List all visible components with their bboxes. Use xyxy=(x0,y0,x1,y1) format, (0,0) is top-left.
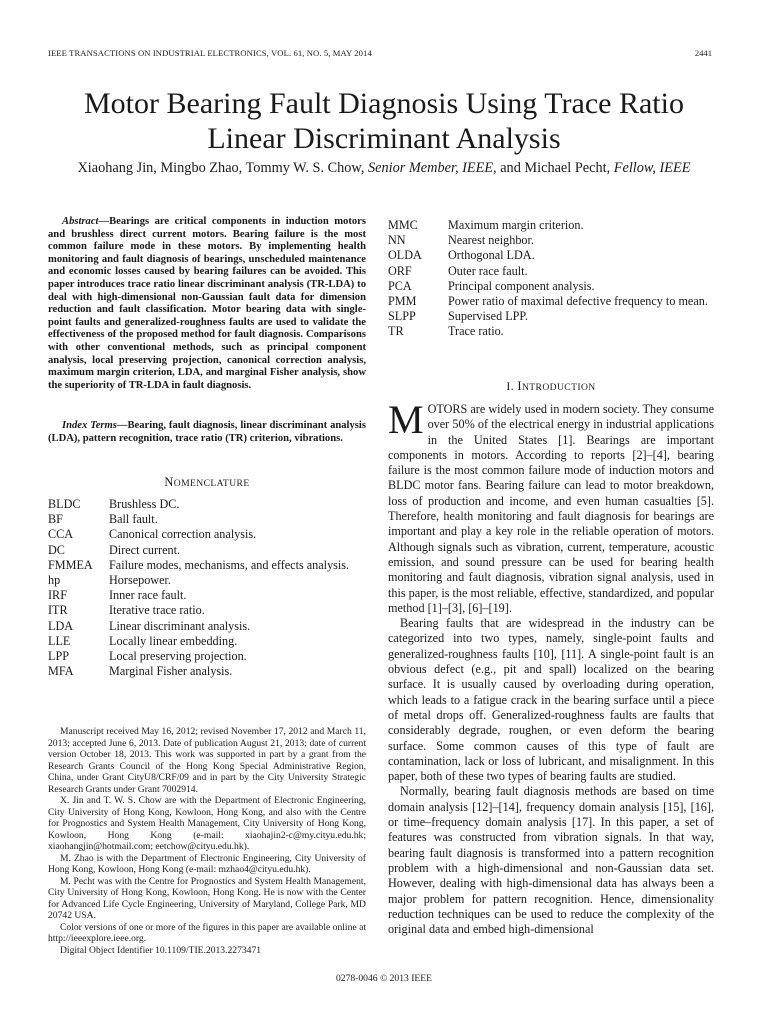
nomenclature-abbr: LDA xyxy=(48,618,74,633)
nomenclature-def: Marginal Fisher analysis. xyxy=(109,664,233,679)
intro-section-number: I. xyxy=(506,379,518,393)
nomenclature-def: Maximum margin criterion. xyxy=(448,218,584,232)
nomenclature-abbr: PMM xyxy=(388,294,417,309)
paper-title xyxy=(20,86,748,156)
nomenclature-entry xyxy=(388,248,714,263)
nomenclature-abbr: CCA xyxy=(48,527,74,542)
nomenclature-entry xyxy=(48,649,366,664)
nomenclature-def: Trace ratio. xyxy=(448,324,504,339)
nomenclature-def: Outer race fault. xyxy=(448,263,528,278)
nomenclature-entry xyxy=(48,512,366,527)
index-terms-label: Index Terms xyxy=(62,420,117,431)
nomenclature-entry xyxy=(48,573,366,588)
intro-paragraph-3: Normally, bearing fault diagnosis methods are based on time domain analysis [12]–[14], frequency domain analysis [15], [16], or time–frequency domain analysis [17]. In this paper, a set of features was constructed from vibration signals. In that way, bearing fault diagnosis is transformed into a pattern recognition problem with a high-dimensional and non-Gaussian data set. However, dealing with high-dimensional data has always been a major problem for pattern recognition. Hence, dimensionality reduction techniques can be used to reduce the complexity of the original data and embed high-dimensional xyxy=(388,784,714,937)
nomenclature-def: Brushless DC. xyxy=(109,497,180,511)
nomenclature-def: Orthogonal LDA. xyxy=(448,248,535,263)
intro-rest: NTRODUCTION xyxy=(521,382,596,393)
abstract-label: Abstract xyxy=(62,216,99,227)
footnotes xyxy=(48,726,366,956)
chow-membership: Senior Member, IEEE xyxy=(367,160,494,176)
nomenclature-list-right xyxy=(388,218,714,340)
introduction-heading xyxy=(388,379,714,394)
pecht-membership: Fellow, IEEE xyxy=(613,160,691,176)
nomenclature-rest: OMENCLATURE xyxy=(173,478,250,489)
page-number: 2441 xyxy=(694,48,712,58)
index-terms-text: —Bearing, fault diagnosis, linear discriminant analysis (LDA), pattern recognition, trace ratio (TR) criterion, vibrations. xyxy=(48,420,366,444)
nomenclature-def: Canonical correction analysis. xyxy=(109,527,257,542)
nomenclature-def: Failure modes, mechanisms, and effects analysis. xyxy=(109,557,350,572)
nomenclature-abbr: BLDC xyxy=(48,497,81,511)
footnote-manuscript: Manuscript received May 16, 2012; revised November 17, 2012 and March 11, 2013; accepted June 6, 2013. Date of publication August 21, 2013; date of current version October 18, 2013. This work was supported in part by a grant from the Research Grants Council of the Hong Kong Special Administrative Region, China, under Grant CityU8/CRF/09 and in part by the City University Strategic Research Grants under Grant 7002914. xyxy=(48,726,366,795)
nomenclature-abbr: LPP xyxy=(48,649,70,664)
nomenclature-def: Direct current. xyxy=(109,542,181,557)
nomenclature-abbr: NN xyxy=(388,233,406,248)
nomenclature-abbr: DC xyxy=(48,542,65,557)
nomenclature-def: Supervised LPP. xyxy=(448,309,528,324)
nomenclature-abbr: hp xyxy=(48,573,61,588)
nomenclature-entry xyxy=(388,264,714,279)
intro-paragraph-2: Bearing faults that are widespread in the industry can be categorized into two types, namely, single-point faults and generalized-roughness faults [10], [11]. A single-point fault is an obvious defect (e.g., pit and spall) localized on the bearing surface. It is usually caused by overloading during operation, which leads to a fatigue crack in the bearing surface until a piece of metal drops off. Generalized-roughness faults are faults that considerably degrade, roughen, or even deform the bearing surface. Some common causes of this type of fault are contamination, lack or loss of lubricant, and misalignment. In this paper, both of these two types of bearing faults are studied. xyxy=(388,616,714,784)
nomenclature-def: Power ratio of maximal defective frequency to mean. xyxy=(448,294,708,309)
nomenclature-def: Locally linear embedding. xyxy=(109,633,238,648)
nomenclature-entry xyxy=(48,603,366,618)
nomenclature-def: Inner race fault. xyxy=(109,588,187,603)
nomenclature-abbr: ORF xyxy=(388,263,412,278)
nomenclature-def: Local preserving projection. xyxy=(109,649,247,664)
nomenclature-entry xyxy=(48,588,366,603)
nomenclature-entry xyxy=(388,233,714,248)
nomenclature-entry xyxy=(48,527,366,542)
footnote-affiliation-zhao: M. Zhao is with the Department of Electronic Engineering, City University of Hong Kong, Kowloon, Hong Kong (e-mail: mzhao4@cityu.edu.hk). xyxy=(48,852,366,875)
footnote-color-versions: Color versions of one or more of the figures in this paper are available online at http://ieeexplore.ieee.org. xyxy=(48,921,366,944)
nomenclature-def: Horsepower. xyxy=(109,573,171,588)
title-line-2: Linear Discriminant Analysis xyxy=(207,122,561,155)
nomenclature-entry xyxy=(48,619,366,634)
copyright-line: 0278-0046 © 2013 IEEE xyxy=(335,973,433,984)
nomenclature-def: Ball fault. xyxy=(109,512,158,527)
abstract-text: —Bearings are critical components in induction motors and brushless direct current motors. Bearing failure is the most common failure mode in these motors. By implementing health monitoring and fault diagnosis of bearings, unscheduled maintenance and economic losses caused by bearing failures can be avoided. This paper introduces trace ratio linear discriminant analysis (TR-LDA) to deal with high-dimensional non-Gaussian fault data for dimension reduction and fault classification. Motor bearing data with single-point faults and generalized-roughness faults are used to validate the effectiveness of the proposed method for fault diagnosis. Comparisons with other conventional methods, such as principal component analysis, local preserving projection, canonical correction analysis, maximum margin criterion, LDA, and marginal Fisher analysis, show the superiority of TR-LDA in fault diagnosis. xyxy=(48,216,366,391)
nomenclature-entry xyxy=(48,497,366,512)
index-terms xyxy=(48,420,366,445)
nomenclature-entry xyxy=(388,218,714,233)
nomenclature-entry xyxy=(388,279,714,294)
nomenclature-abbr: IRF xyxy=(48,588,67,603)
footnote-doi: Digital Object Identifier 10.1109/TIE.2013.2273471 xyxy=(60,944,262,956)
nomenclature-entry xyxy=(48,664,366,679)
abstract xyxy=(48,216,366,392)
nomenclature-abbr: MFA xyxy=(48,664,74,679)
introduction-body xyxy=(388,397,714,937)
nomenclature-abbr: MMC xyxy=(388,218,418,232)
footnote-affiliation-pecht: M. Pecht was with the Centre for Prognostics and System Health Management, City University of Hong Kong, Kowloon, Hong Kong. He is now with the Center for Advanced Life Cycle Engineering, University of Maryland, College Park, MD 20742 USA. xyxy=(48,875,366,921)
nomenclature-entry xyxy=(48,558,366,573)
nomenclature-initial: N xyxy=(164,475,174,489)
dropcap: M xyxy=(388,397,424,442)
nomenclature-def: Nearest neighbor. xyxy=(448,233,534,248)
intro-initial: I xyxy=(517,379,522,393)
nomenclature-abbr: FMMEA xyxy=(48,557,93,572)
nomenclature-entry xyxy=(388,324,714,339)
authors-part-1: Xiaohang Jin, Mingbo Zhao, Tommy W. S. Chow, xyxy=(77,160,368,176)
nomenclature-entry xyxy=(48,543,366,558)
nomenclature-def: Linear discriminant analysis. xyxy=(109,618,251,633)
nomenclature-abbr: TR xyxy=(388,324,404,339)
intro-paragraph-1-text: OTORS are widely used in modern society. They consume over 50% of the electrical energy in industrial applications in the United States [1]. Bearings are important components in motors. According to reports [2]–[4], bearing failure is the most common failure mode of induction motors and BLDC motor fans. Bearing failure can lead to motor breakdown, loss of production and income, and even human casualties [5]. Therefore, health monitoring and fault diagnosis for bearings are important and play a key role in the reliable operation of motors. Although signals such as vibration, current, temperature, acoustic emission, and sound pressure can be used for bearing health monitoring and fault diagnosis, vibration signal analysis, used in this paper, is the most reliable, effective, standardized, and popular method [1]–[3], [6]–[19]. xyxy=(388,402,714,615)
nomenclature-def: Principal component analysis. xyxy=(448,278,595,293)
intro-paragraph-1 xyxy=(388,397,714,616)
nomenclature-abbr: ITR xyxy=(48,603,68,618)
nomenclature-list-left xyxy=(48,497,366,679)
nomenclature-abbr: SLPP xyxy=(388,309,416,324)
nomenclature-def: Iterative trace ratio. xyxy=(109,603,205,618)
author-list xyxy=(20,160,748,177)
nomenclature-entry xyxy=(48,634,366,649)
nomenclature-abbr: LLE xyxy=(48,633,71,648)
title-line-1: Motor Bearing Fault Diagnosis Using Trace Ratio xyxy=(84,87,684,120)
nomenclature-abbr: PCA xyxy=(388,278,412,293)
nomenclature-abbr: BF xyxy=(48,512,63,527)
footnote-affiliation-jin-chow: X. Jin and T. W. S. Chow are with the Department of Electronic Engineering, City University of Hong Kong, Kowloon, Hong Kong, and also with the Centre for Prognostics and System Health Management, City University of Hong Kong, Kowloon, Hong Kong (e-mail: xiaohajin2-c@my.cityu.edu.hk; xiaohangjin@hotmail.com; eetchow@cityu.edu.hk). xyxy=(48,795,366,852)
nomenclature-entry xyxy=(388,309,714,324)
nomenclature-abbr: OLDA xyxy=(388,248,422,263)
nomenclature-heading xyxy=(48,475,366,490)
nomenclature-entry xyxy=(388,294,714,309)
authors-part-2: , and Michael Pecht, xyxy=(493,160,614,176)
running-head: IEEE TRANSACTIONS ON INDUSTRIAL ELECTRONICS, VOL. 61, NO. 5, MAY 2014 xyxy=(48,48,372,58)
